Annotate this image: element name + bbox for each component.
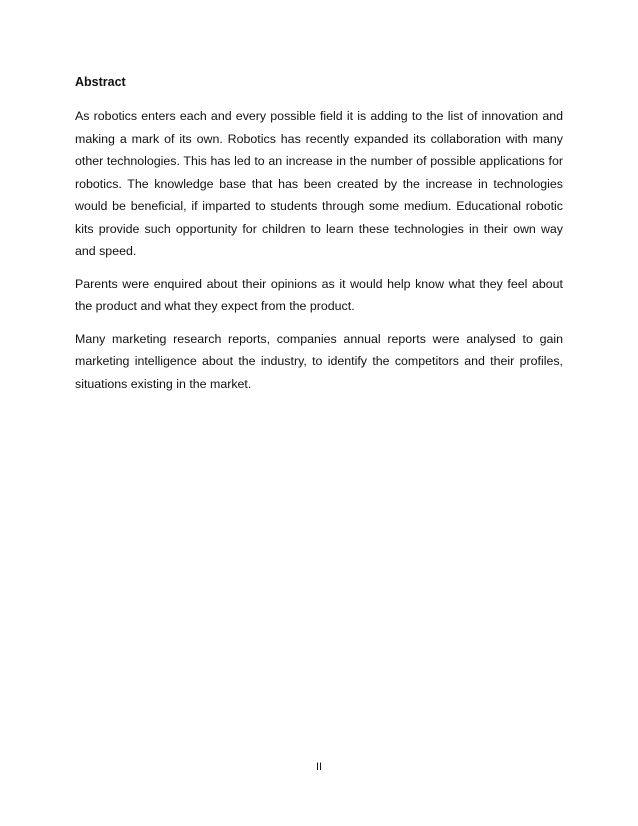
page-number: II — [315, 761, 323, 773]
paragraph-intro: As robotics enters each and every possible field it is adding to the list of innovation and making a mark of its own. Robotics has recently expanded its collaboration with many other technologies. This has led to an increase in the number of possible applications for robotics. The knowledge base that has been created by the increase in technologies would be beneficial, if imparted to students through some medium. Educational robotic kits provide such opportunity for children to learn these technologies in their own way and speed. — [75, 109, 563, 258]
paragraph-parents: Parents were enquired about their opinions as it would help know what they feel about the product and what they expect from the product. — [75, 276, 563, 313]
paragraph-research: Many marketing research reports, companies annual reports were analysed to gain marketing intelligence about the industry, to identify the competitors and their profiles, situations existing in the market. — [75, 331, 563, 391]
abstract-section — [75, 73, 563, 405]
section-heading: Abstract — [75, 75, 126, 89]
